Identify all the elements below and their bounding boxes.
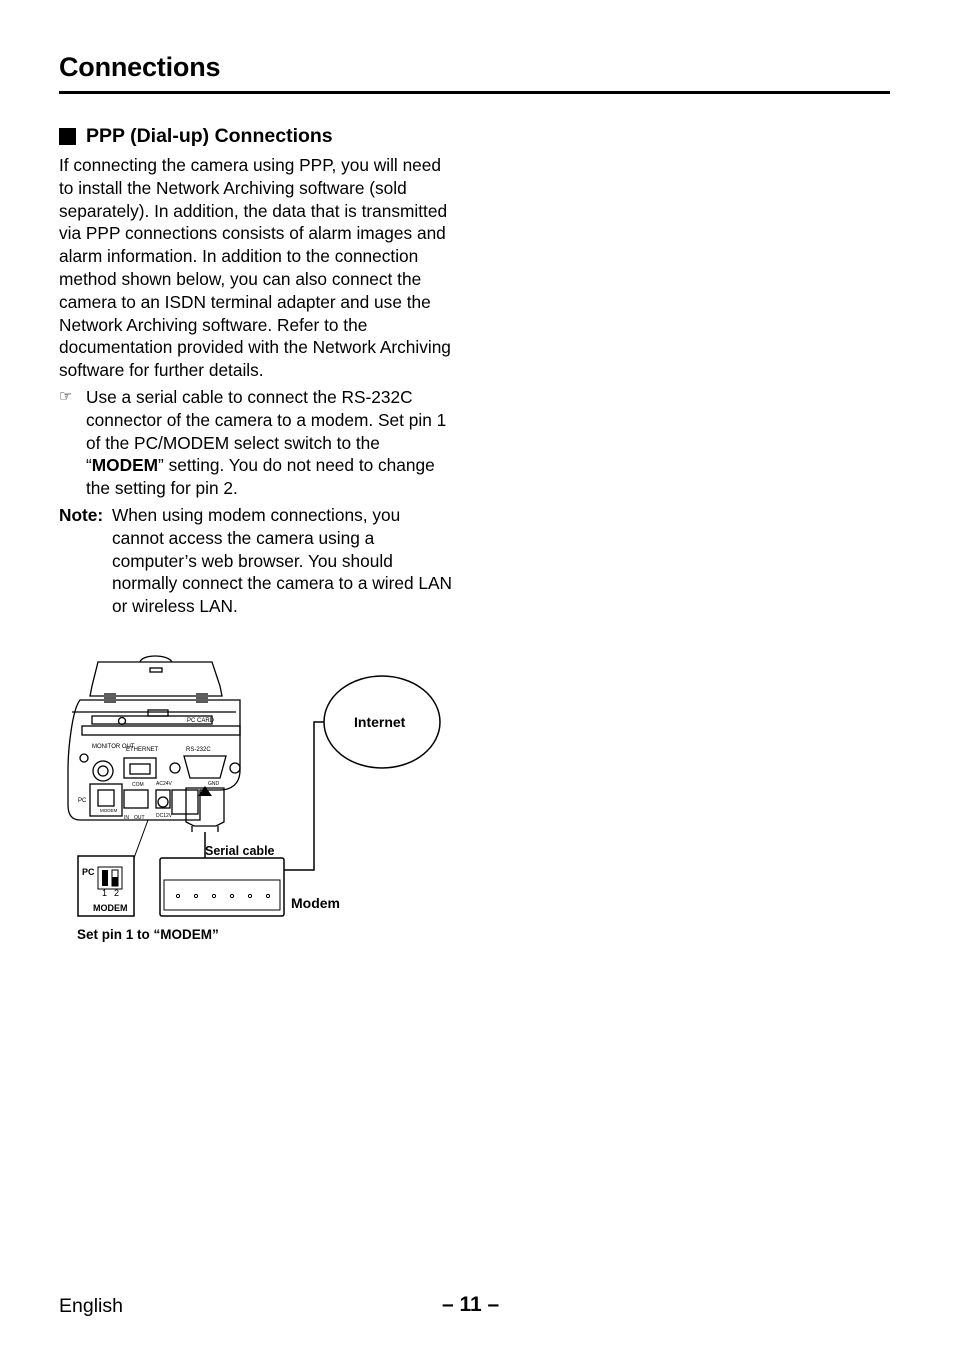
label-pc-card: PC CARD bbox=[187, 718, 215, 724]
section-heading-text: PPP (Dial-up) Connections bbox=[86, 125, 333, 147]
title-rule bbox=[59, 91, 890, 94]
label-out: OUT bbox=[134, 815, 145, 821]
vent-marks-right bbox=[196, 694, 208, 702]
instruction-text bbox=[86, 386, 454, 500]
square-bullet-icon bbox=[59, 128, 76, 145]
label-dc12v: DC12V bbox=[156, 813, 173, 819]
page-title: Connections bbox=[59, 52, 221, 82]
modem-internet-line bbox=[284, 722, 324, 870]
label-pc-small: PC bbox=[78, 798, 87, 804]
intro-paragraph: If connecting the camera using PPP, you will need to install the Network Archiving software (sold separately). In addition, the data that is transmitted via PPP connections consists of alarm images and alarm information. In addition to the connection method shown below, you can also connect the camera to an ISDN terminal adapter and use the Network Archiving software. Refer to the documentation provided with the Network Archiving software for further details. bbox=[59, 155, 451, 381]
switch-pc-label: PC bbox=[82, 867, 95, 877]
diagram-caption: Set pin 1 to “MODEM” bbox=[77, 927, 219, 942]
label-monitor-out: MONITOR OUT bbox=[92, 744, 135, 750]
internet-label: Internet bbox=[354, 714, 406, 730]
vent-marks-left bbox=[104, 694, 116, 702]
instruction-bold: MODEM bbox=[91, 455, 159, 476]
note bbox=[59, 504, 454, 618]
switch-modem-label: MODEM bbox=[93, 903, 128, 913]
pointing-hand-icon: ☞ bbox=[59, 387, 73, 405]
note-label: Note: bbox=[59, 504, 104, 525]
page-number: – 11 – bbox=[442, 1293, 500, 1316]
modem-device bbox=[160, 858, 284, 916]
label-rs232c: RS-232C bbox=[186, 747, 211, 753]
instruction-item bbox=[59, 386, 454, 500]
label-ac24v: AC24V bbox=[156, 781, 172, 787]
switch-pin1-label: 1 bbox=[102, 888, 108, 898]
modem-label: Modem bbox=[291, 895, 340, 911]
footer-language: English bbox=[59, 1295, 123, 1317]
body-text bbox=[59, 154, 454, 618]
instruction-before: Use a serial cable to connect the RS-232C connector of the camera to a modem. Set pin 1 of the PC/MODEM select switch to the “ bbox=[86, 386, 447, 476]
label-gnd: GND bbox=[208, 781, 220, 787]
label-ethernet: ETHERNET bbox=[126, 747, 159, 753]
label-com: COM bbox=[132, 782, 144, 788]
serial-cable-label: Serial cable bbox=[205, 844, 275, 858]
connection-diagram bbox=[60, 650, 460, 950]
note-text: When using modem connections, you cannot access the camera using a computer’s web browser. You should normally connect the camera to a wired LAN or wireless LAN. bbox=[112, 504, 453, 617]
switch-callout-line bbox=[134, 820, 148, 858]
label-in: IN bbox=[124, 815, 129, 821]
section-heading bbox=[59, 125, 333, 148]
instruction-after: ” setting. You do not need to change the setting for pin 2. bbox=[86, 455, 435, 499]
label-modem-small: MODEM bbox=[100, 808, 118, 813]
switch-pin2-label: 2 bbox=[114, 888, 120, 898]
